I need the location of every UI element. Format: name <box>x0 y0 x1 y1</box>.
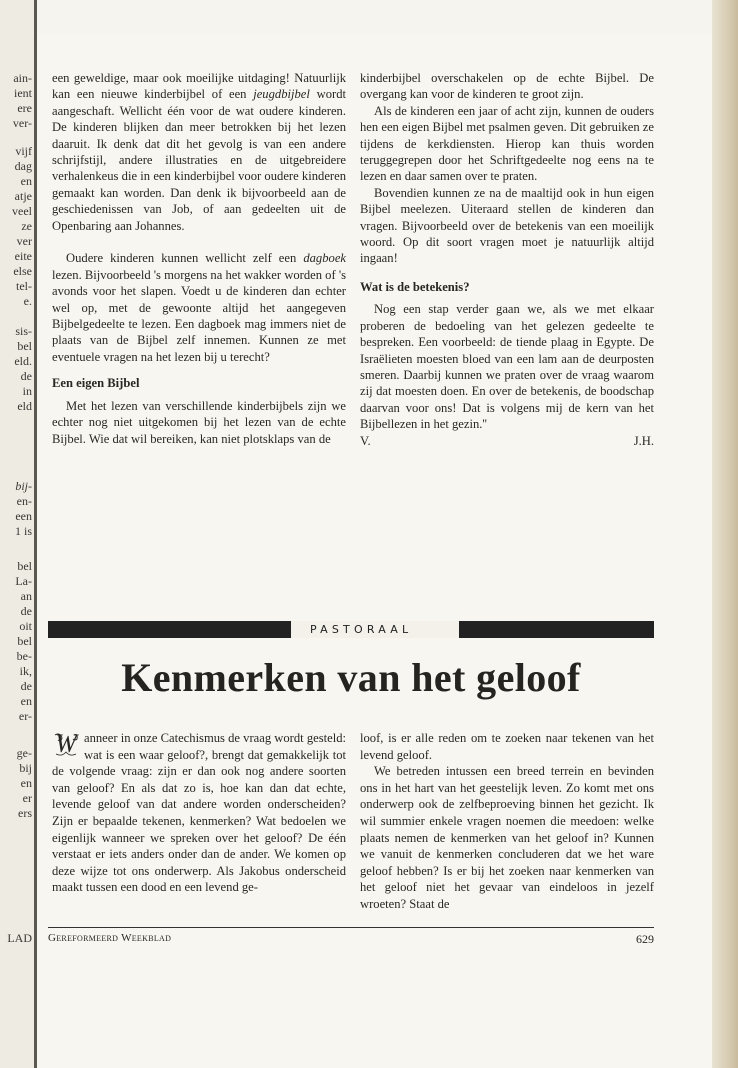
page-stack-edge <box>712 0 738 1068</box>
previous-page-fragment: veel <box>12 204 32 218</box>
previous-page-fragment: ver <box>16 234 32 248</box>
previous-page-fragment: een <box>15 509 32 523</box>
signature <box>360 433 654 449</box>
previous-page-fragment: ient <box>14 86 32 100</box>
section-label: PASTORAAL <box>310 623 413 636</box>
previous-page-fragment: an <box>20 589 32 603</box>
article-right-column <box>360 730 654 913</box>
previous-page-fragment: bel <box>17 559 32 573</box>
previous-page-fragment: ver- <box>12 116 32 130</box>
previous-page-fragment: en <box>20 694 32 708</box>
previous-page-fragment: 1 is <box>14 524 32 538</box>
publication-name: Gereformeerd Weekblad <box>48 932 172 944</box>
previous-page-fragment: bij- <box>15 479 32 493</box>
article-paragraph-1: W anneer in onze Catechismus de vraag wordt gesteld: wat is een waar geloof?, brengt dat gemakkelijk tot de volgende vraag: zijn er dan ook nog andere soorten van geloof? En als dat zo is, hoe kan dan dat echte, levende geloof van dat andere worden onderscheiden? Zijn er bepaalde tekenen, kenmerken? Wat bedoelen we eigenlijk wanneer we spreken over het geloof? De één verstaat er iets anders onder dan de ander. We komen op deze wijze tot ons onderwerp. Als Jakobus onderscheid maakt tussen een dood en een levend ge- <box>52 730 346 895</box>
previous-page-fragment: er- <box>18 709 32 723</box>
previous-page-fragment: ik, <box>19 664 32 678</box>
left-column <box>52 70 346 447</box>
previous-page-fragment: de <box>20 604 32 618</box>
article-left-column <box>52 730 346 896</box>
previous-page-fragments <box>0 0 32 1068</box>
left-paragraph-1: een geweldige, maar ook moeilijke uitdaging! Natuurlijk kan een nieuwe kinderbijbel of een jeugdbijbel wordt aangeschaft. Wellicht één voor de wat oudere kinderen. De kinderen blijken dan meer betrokken bij het lezen daaruit. Ik denk dat dit het gevolg is van een andere schrijfstijl, andere illustraties en de uitgebreidere verhalenkeus die in een kinderbijbel voor oudere kinderen gemaakt kan worden. Dan denk ik bijvoorbeeld aan de geschiedenissen van Job, of aan gedeelten uit de Openbaring aan Johannes. <box>52 71 346 233</box>
previous-page-fragment: eld. <box>14 354 32 368</box>
previous-page-fragment: sis- <box>15 324 32 338</box>
right-paragraph-4: Nog een stap verder gaan we, als we met elkaar proberen de bedoeling van het gelezen gedeelte te bespreken. Een voorbeeld: de tiende plaag in Egypte. De Israëlieten moesten bloed van een lam aan de deurposten smeren. Daarbij kunnen we praten over de vraag waarom zij dat moesten doen. En over de betekenis, de boodschap daarvan voor ons! Dat is volgens mij de kern van het Bijbellezen in het gezin.'' <box>360 302 654 432</box>
article-title: Kenmerken van het geloof <box>121 655 581 700</box>
previous-page-fragment: vijf <box>15 144 32 158</box>
previous-page-fragment: de <box>20 369 32 383</box>
previous-page-fragment: LAD <box>7 931 32 945</box>
previous-page-fragment: La- <box>15 574 32 588</box>
previous-page-fragment: atje <box>14 189 32 203</box>
right-paragraph-3: Bovendien kunnen ze na de maaltijd ook in hun eigen Bijbel meelezen. Uiteraard stellen de kinderen dan vragen. Bijvoorbeeld over de betekenis van een moeilijk woord. Op dit soort vragen moet je natuurlijk altijd ingaan! <box>360 185 654 266</box>
previous-page-fragment: en <box>20 174 32 188</box>
previous-page-fragment: bel <box>17 634 32 648</box>
previous-page-fragment: be- <box>16 649 32 663</box>
previous-page-fragment: tel- <box>16 279 32 293</box>
previous-page-fragment: bel <box>17 339 32 353</box>
right-column <box>360 70 654 449</box>
left-paragraph-3: Met het lezen van verschillende kinderbijbels zijn we echter nog niet uitgekomen bij het lezen van de echte Bijbel. Wie dat wil bereiken, kan niet plotsklaps van de <box>52 398 346 446</box>
previous-page-fragment: en- <box>16 494 32 508</box>
previous-page-fragment: dag <box>14 159 32 173</box>
previous-page-fragment: ge- <box>16 746 32 760</box>
footer-rule <box>48 927 654 928</box>
left-paragraph-2: Oudere kinderen kunnen wellicht zelf een dagboek lezen. Bijvoorbeeld 's morgens na het wakker worden of 's avonds voor het slapen. Voedt u de kinderen dan echter wel op, met de gewoonte altijd het aangegeven Bijbelgedeelte te lezen. Een dagboek mag immers niet de plaats van de Bijbel zelf innemen. Kunnen ze met eventuele vragen na het lezen bij u terecht? <box>52 251 346 364</box>
signature-left: V. <box>360 433 371 448</box>
previous-page-fragment: ere <box>17 101 32 115</box>
previous-page-fragment: bij <box>19 761 32 775</box>
previous-page-fragment: oit <box>19 619 32 633</box>
previous-page-fragment: eld <box>17 399 32 413</box>
subheading-wat-is-de-betekenis: Wat is de betekenis? <box>360 279 470 294</box>
previous-page-fragment: e. <box>23 294 32 308</box>
previous-page-fragment: ze <box>21 219 32 233</box>
previous-page-fragment: er <box>22 791 32 805</box>
previous-page-fragment: else <box>13 264 32 278</box>
article-paragraph-3: We betreden intussen een breed terrein en bevinden ons in het hart van het geestelijk leven. Zo komt met ons onderwerp ook de zelfbeproeving binnen het gezicht. Ik wil summier enkele vragen noemen die meedoen: welke plaats nemen de kenmerken van het geloof in? Kunnen we vanuit de kenmerken concluderen dat we het ware geloof hebben? Is er bij het zoeken naar kenmerken van het geloof niet het gevaar van eindeloos in jezelf wroeten? Staat de <box>360 764 654 911</box>
decorative-dropcap-w <box>52 730 80 758</box>
subheading-een-eigen-bijbel: Een eigen Bijbel <box>52 376 140 391</box>
previous-page-fragment: ers <box>18 806 32 820</box>
previous-page-fragment: en <box>20 776 32 790</box>
dropcap-letter: W <box>55 730 77 758</box>
previous-page-fragment: eite <box>14 249 32 263</box>
page-number: 629 <box>636 932 654 946</box>
right-paragraph-1: kinderbijbel overschakelen op de echte Bijbel. De overgang kan voor de kinderen te groot zijn. <box>360 71 654 102</box>
previous-page-fragment: ain- <box>13 71 32 85</box>
previous-page-fragment: de <box>20 679 32 693</box>
right-paragraph-2: Als de kinderen een jaar of acht zijn, kunnen de ouders hen een eigen Bijbel met psalmen geven. Dit gebruiken ze tijdens de kerkdiensten. Hierop kan thuis worden teruggegrepen door het Schriftgedeelte nog eens na te lezen en daar samen over te praten. <box>360 103 654 184</box>
previous-page-fragment: in <box>22 384 32 398</box>
signature-right: J.H. <box>633 433 654 448</box>
section-banner <box>48 621 654 638</box>
article-paragraph-2: loof, is er alle reden om te zoeken naar tekenen van het levend geloof. <box>360 731 654 762</box>
